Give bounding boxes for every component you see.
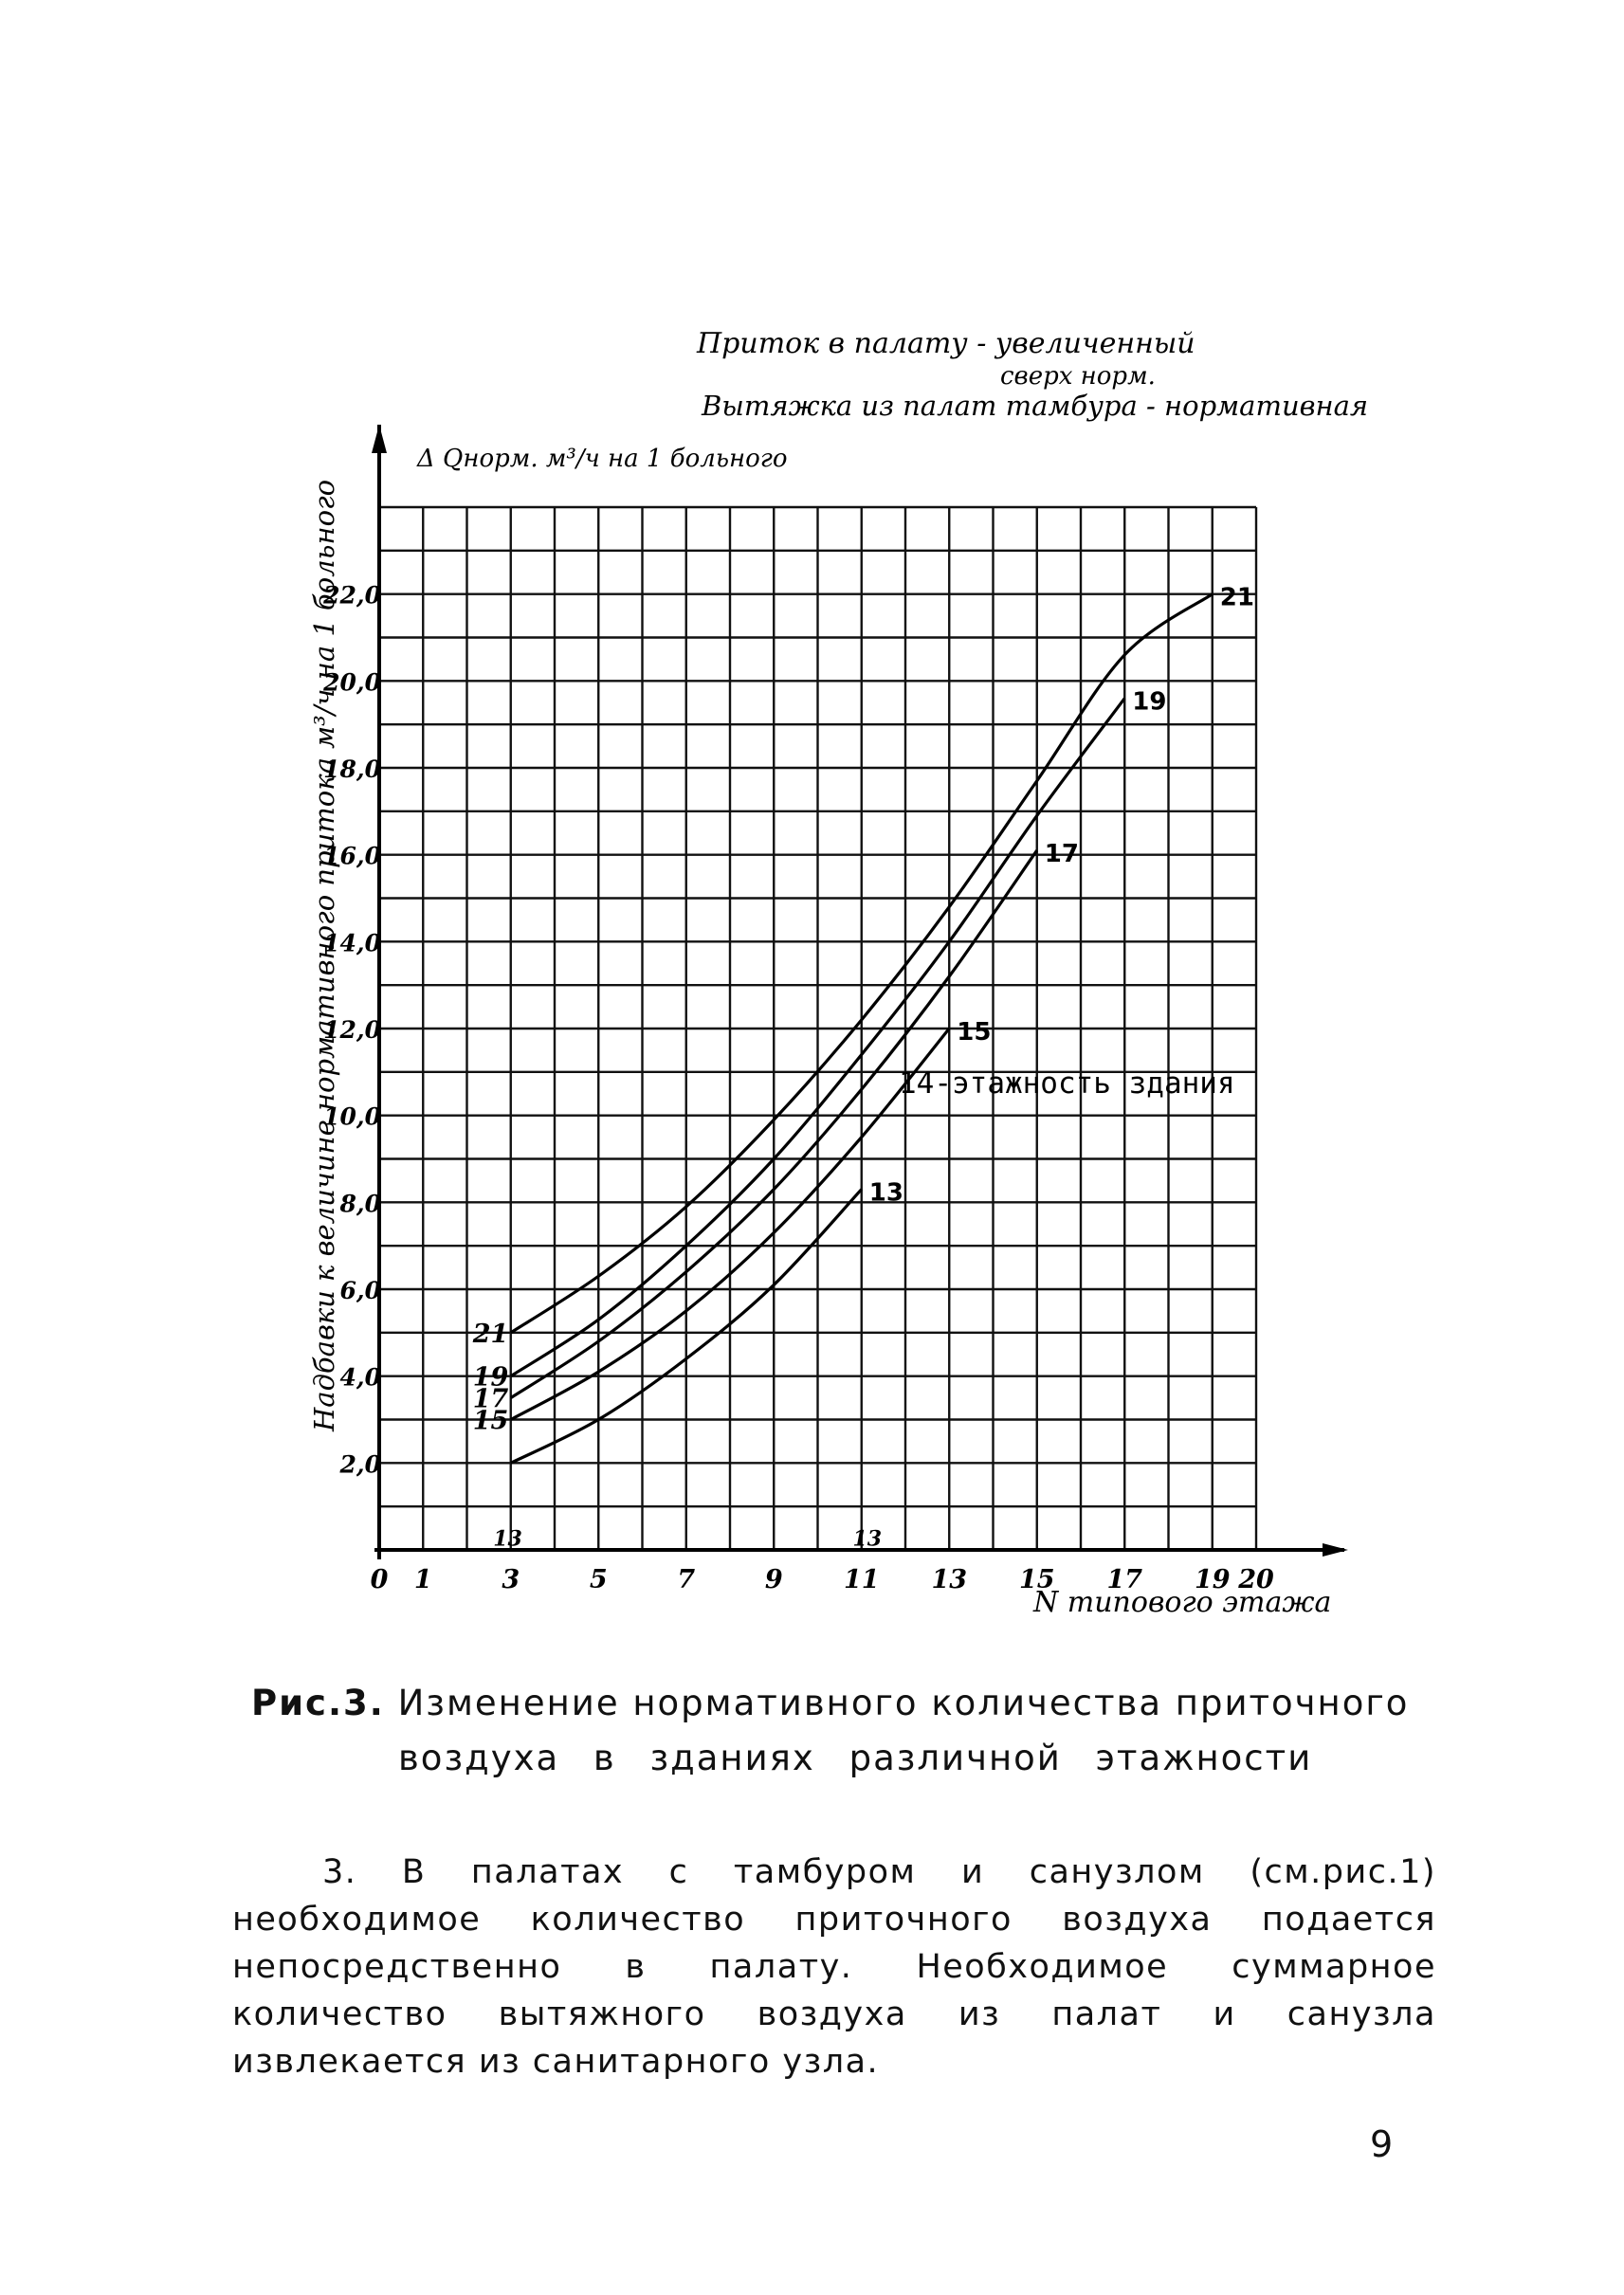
figure-label: Рис.3. bbox=[251, 1683, 385, 1723]
series-start-label-21: 21 bbox=[472, 1319, 509, 1349]
x-tick-label: 0 bbox=[370, 1565, 389, 1594]
series-end-label-17: 17 bbox=[1044, 840, 1079, 869]
paragraph-text: 3. В палатах с тамбуром и санузлом (см.рис.1) необходимое количество приточного воздуха подается непосредственно в палату. Необходимое суммарное количество вытяжного воздуха из палат и санузла извлекается из санитарного узла. bbox=[232, 1853, 1436, 2081]
x-tick-label: 3 bbox=[502, 1565, 520, 1594]
series-start-label-19: 19 bbox=[472, 1362, 509, 1393]
series-end-label-19: 19 bbox=[1132, 687, 1167, 717]
y-tick-label: 14,0 bbox=[323, 929, 381, 957]
x-tick-label: 17 bbox=[1106, 1565, 1143, 1594]
y-tick-label: 2,0 bbox=[339, 1450, 381, 1479]
caption-line1: Изменение нормативного количества приточного bbox=[397, 1683, 1410, 1723]
x-tick-label: 13 bbox=[931, 1565, 968, 1594]
body-paragraph bbox=[232, 1849, 1436, 2086]
series-end-label-13: 13 bbox=[868, 1178, 903, 1208]
y-tick-label: 6,0 bbox=[339, 1277, 381, 1304]
chart-header-line2: сверх норм. bbox=[1000, 362, 1156, 391]
x-tick-label: 11 bbox=[843, 1565, 880, 1594]
bottom-label: 13 bbox=[493, 1526, 522, 1552]
y-tick-label: 8,0 bbox=[339, 1190, 381, 1218]
x-tick-label: 9 bbox=[764, 1565, 783, 1594]
x-tick-label: 20 bbox=[1238, 1565, 1274, 1594]
series-start-label-15: 15 bbox=[472, 1406, 509, 1436]
y-tick-label: 16,0 bbox=[323, 842, 381, 870]
series-end-label-21: 21 bbox=[1219, 583, 1254, 612]
bottom-label: 13 bbox=[852, 1526, 883, 1552]
x-tick-label: 1 bbox=[413, 1565, 432, 1594]
x-axis-arrow bbox=[1323, 1543, 1348, 1557]
x-tick-label: 7 bbox=[677, 1565, 696, 1594]
y-tick-label: 22,0 bbox=[323, 581, 381, 610]
chart-annotation: 14-этажность здания bbox=[899, 1066, 1235, 1101]
y-axis-arrow bbox=[372, 425, 387, 453]
page-number: 9 bbox=[1370, 2123, 1394, 2165]
chart-top-label: Δ Qнорм. м³/ч на 1 больного bbox=[417, 445, 788, 473]
chart-x-axis-label: N типового этажа bbox=[1033, 1586, 1332, 1619]
caption-line2: воздуха в зданиях различной этажности bbox=[398, 1738, 1313, 1778]
y-tick-label: 20,0 bbox=[323, 668, 381, 697]
x-tick-label: 5 bbox=[589, 1565, 608, 1594]
x-tick-label: 19 bbox=[1194, 1565, 1231, 1594]
x-tick-label: 15 bbox=[1018, 1565, 1055, 1594]
chart-y-axis-label: Надбавки к величине нормативного притока м³/ч на 1 больного bbox=[308, 479, 340, 1431]
chart-grid bbox=[379, 507, 1256, 1550]
chart-header-line3: Вытяжка из палат тамбура - нормативная bbox=[702, 390, 1369, 422]
series-end-label-15: 15 bbox=[957, 1018, 992, 1047]
y-tick-label: 12,0 bbox=[323, 1016, 381, 1044]
y-tick-label: 18,0 bbox=[323, 756, 381, 783]
y-tick-label: 10,0 bbox=[323, 1102, 381, 1131]
series-start-label-17: 17 bbox=[472, 1384, 509, 1414]
y-tick-label: 4,0 bbox=[339, 1363, 381, 1392]
figure-caption bbox=[251, 1676, 1436, 1786]
chart-header-line1: Приток в палату - увеличенный bbox=[697, 327, 1195, 360]
